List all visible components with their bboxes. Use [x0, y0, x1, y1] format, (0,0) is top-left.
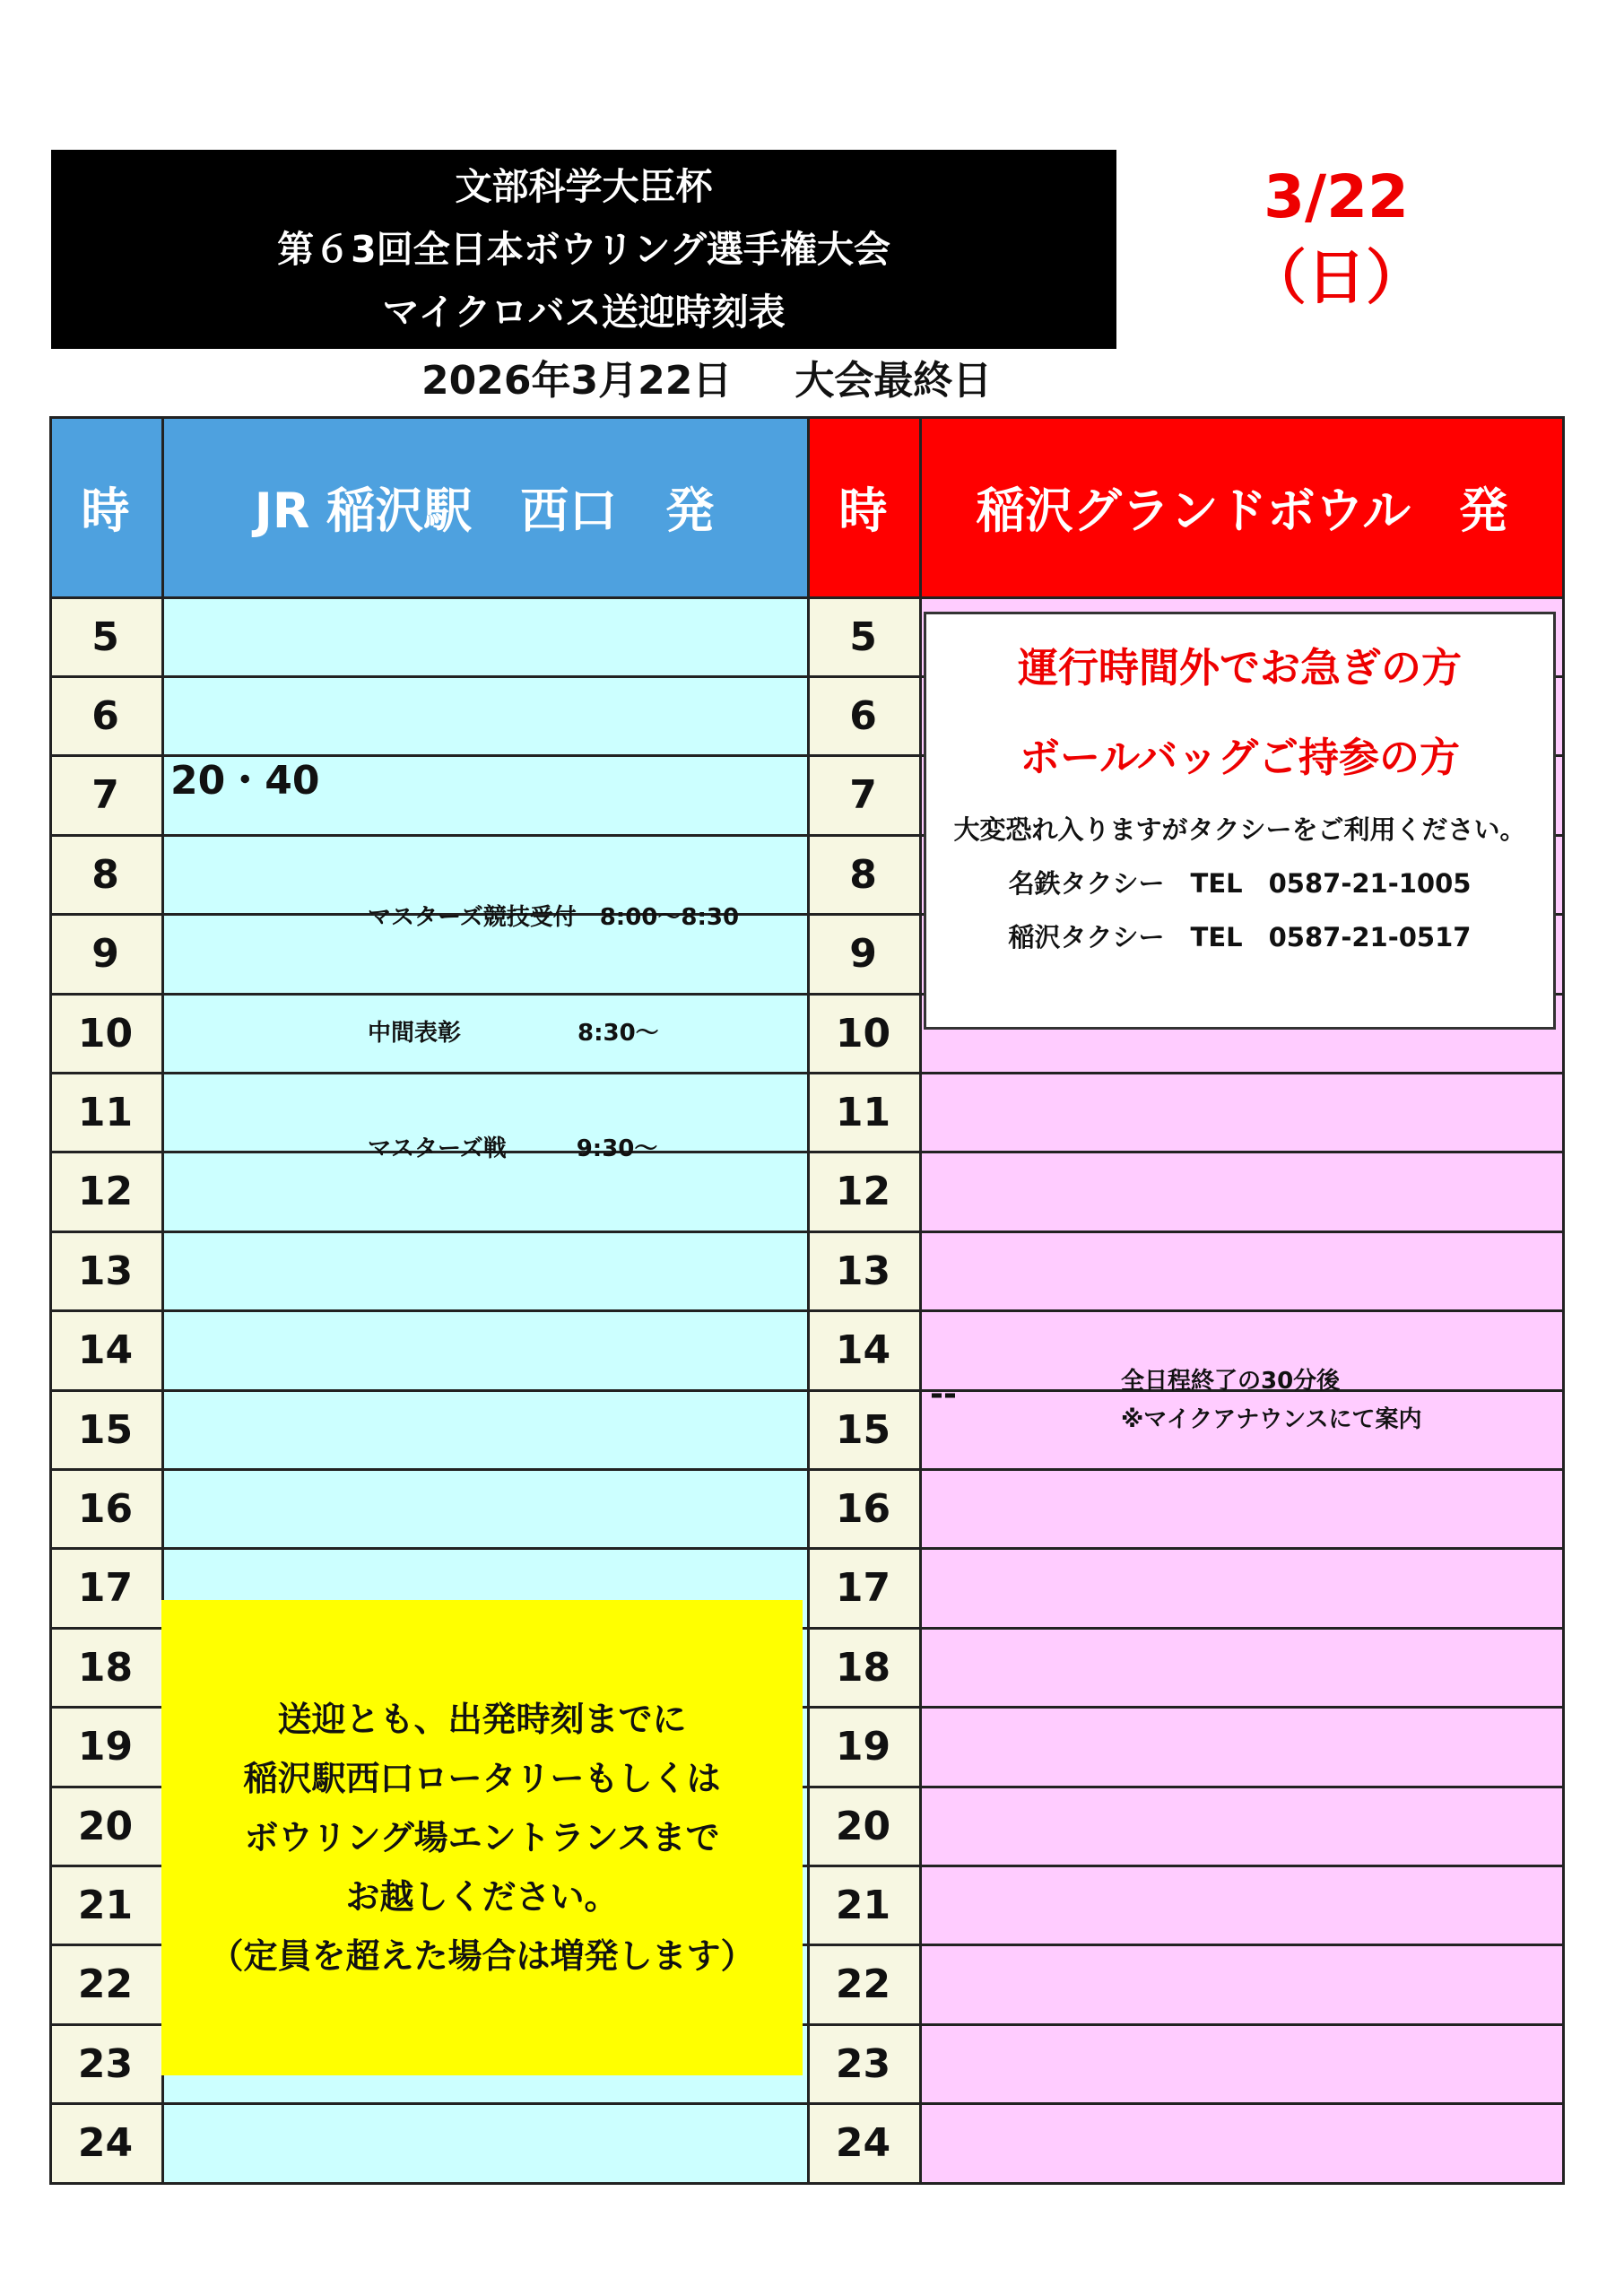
- right-schedule-cell: [919, 2024, 1565, 2103]
- left-schedule-cell: [161, 597, 807, 676]
- right-hour-cell: 15: [807, 1390, 919, 1469]
- right-schedule-cell: [919, 1231, 1565, 1310]
- masters-line: マスターズ戦 9:30～: [368, 1135, 658, 1162]
- right-hour-cell: 22: [807, 1945, 919, 2024]
- right-schedule-cell: [919, 1708, 1565, 1787]
- right-schedule-cell: [919, 1073, 1565, 1152]
- left-schedule-cell: [161, 2104, 807, 2183]
- left-hour-cell: 16: [49, 1469, 161, 1548]
- right-hour-cell: 17: [807, 1549, 919, 1628]
- date-big-text: 3/22: [1264, 162, 1409, 231]
- right-schedule-cell: [919, 2104, 1565, 2183]
- right-schedule-cell: [919, 1628, 1565, 1707]
- masters-line: マスターズ競技受付 8:00～8:30: [368, 904, 740, 931]
- inazawa-taxi: 稲沢タクシー TEL 0587-21-0517: [1008, 922, 1472, 952]
- pickup-line: ボウリング場エントランスまで: [244, 1818, 720, 1857]
- date-badge: [1202, 157, 1471, 318]
- column-divider: [919, 416, 922, 2183]
- pickup-line: お越しください。: [345, 1877, 619, 1917]
- left-hour-cell: 15: [49, 1390, 161, 1469]
- left-schedule-cell: [161, 676, 807, 755]
- column-divider: [49, 416, 52, 2183]
- left-hour-cell: 7: [49, 756, 161, 835]
- left-hour-cell: 18: [49, 1628, 161, 1707]
- subtitle: [421, 348, 992, 405]
- left-hour-header: 時: [49, 416, 161, 597]
- right-hour-cell: 5: [807, 597, 919, 676]
- notice-red-line-2: ボールバッグご持参の方: [1020, 734, 1460, 781]
- return-line: ※マイクアナウンスにて案内: [1121, 1406, 1422, 1433]
- pickup-line: 稲沢駅西口ロータリーもしくは: [243, 1759, 721, 1798]
- pickup-line: 送迎とも、出発時刻までに: [277, 1700, 687, 1739]
- left-hour-cell: 20: [49, 1787, 161, 1866]
- title-line-1: 文部科学大臣杯: [455, 165, 713, 208]
- right-hour-cell: 12: [807, 1152, 919, 1231]
- left-schedule-cell: [161, 1311, 807, 1390]
- right-hour-cell: 8: [807, 835, 919, 914]
- right-hour-cell: 20: [807, 1787, 919, 1866]
- right-hour-cell: 6: [807, 676, 919, 755]
- left-hour-cell: 14: [49, 1311, 161, 1390]
- left-hour-cell: 19: [49, 1708, 161, 1787]
- return-schedule: [1121, 1362, 1421, 1439]
- left-hour-cell: 23: [49, 2024, 161, 2103]
- right-hour-cell: 10: [807, 994, 919, 1073]
- title-banner: [51, 150, 1116, 349]
- right-schedule-cell: [919, 1787, 1565, 1866]
- masters-schedule: [368, 822, 739, 1246]
- column-divider: [807, 416, 810, 2183]
- right-schedule-cell: [919, 1469, 1565, 1548]
- pickup-notice: [161, 1600, 803, 2075]
- hour15-dash: --: [930, 1376, 957, 1413]
- right-hour-cell: 23: [807, 2024, 919, 2103]
- left-hour-cell: 10: [49, 994, 161, 1073]
- right-hour-header: 時: [807, 416, 919, 597]
- left-hour-cell: 8: [49, 835, 161, 914]
- right-schedule-cell: [919, 1549, 1565, 1628]
- subtitle-date: 2026年3月22日: [421, 358, 733, 404]
- left-hour-cell: 21: [49, 1866, 161, 1944]
- meitetsu-taxi: 名鉄タクシー TEL 0587-21-1005: [1008, 868, 1472, 899]
- day-big-text: （日）: [1247, 243, 1425, 312]
- column-divider: [1562, 416, 1565, 2183]
- left-schedule-cell: [161, 1390, 807, 1469]
- right-hour-cell: 24: [807, 2104, 919, 2183]
- left-station-header: JR 稲沢駅 西口 発: [161, 416, 807, 597]
- right-schedule-cell: [919, 1866, 1565, 1944]
- taxi-notice: [924, 612, 1556, 1030]
- timetable: [49, 416, 1565, 2183]
- left-hour-cell: 22: [49, 1945, 161, 2024]
- right-hour-cell: 11: [807, 1073, 919, 1152]
- pickup-line: （定員を超えた場合は増発します）: [209, 1936, 755, 1976]
- left-hour-cell: 13: [49, 1231, 161, 1310]
- right-hour-cell: 9: [807, 915, 919, 994]
- left-hour-cell: 9: [49, 915, 161, 994]
- right-schedule-cell: [919, 1945, 1565, 2024]
- right-hour-cell: 18: [807, 1628, 919, 1707]
- left-hour-cell: 12: [49, 1152, 161, 1231]
- right-hour-cell: 13: [807, 1231, 919, 1310]
- return-line: 全日程終了の30分後: [1121, 1368, 1341, 1395]
- right-schedule-cell: [919, 1152, 1565, 1231]
- left-hour-cell: 17: [49, 1549, 161, 1628]
- right-hour-cell: 19: [807, 1708, 919, 1787]
- right-hour-cell: 16: [807, 1469, 919, 1548]
- right-hour-cell: 14: [807, 1311, 919, 1390]
- left-hour-cell: 6: [49, 676, 161, 755]
- left-schedule-cell: [161, 1469, 807, 1548]
- left-hour-cell: 24: [49, 2104, 161, 2183]
- hour7-departures: 20・40: [170, 758, 320, 804]
- left-hour-cell: 11: [49, 1073, 161, 1152]
- notice-red-line-1: 運行時間外でお急ぎの方: [1017, 644, 1462, 691]
- right-station-header: 稲沢グランドボウル 発: [919, 416, 1565, 597]
- title-line-2: 第６3回全日本ボウリング選手権大会: [277, 228, 890, 271]
- left-hour-cell: 5: [49, 597, 161, 676]
- subtitle-note: 大会最終日: [795, 358, 993, 404]
- right-hour-cell: 7: [807, 756, 919, 835]
- taxi-request: 大変恐れ入りますがタクシーをご利用ください。: [953, 814, 1526, 845]
- masters-line: 中間表彰 8:30～: [368, 1020, 659, 1047]
- title-line-3: マイクロバス送迎時刻表: [382, 291, 786, 334]
- right-hour-cell: 21: [807, 1866, 919, 1944]
